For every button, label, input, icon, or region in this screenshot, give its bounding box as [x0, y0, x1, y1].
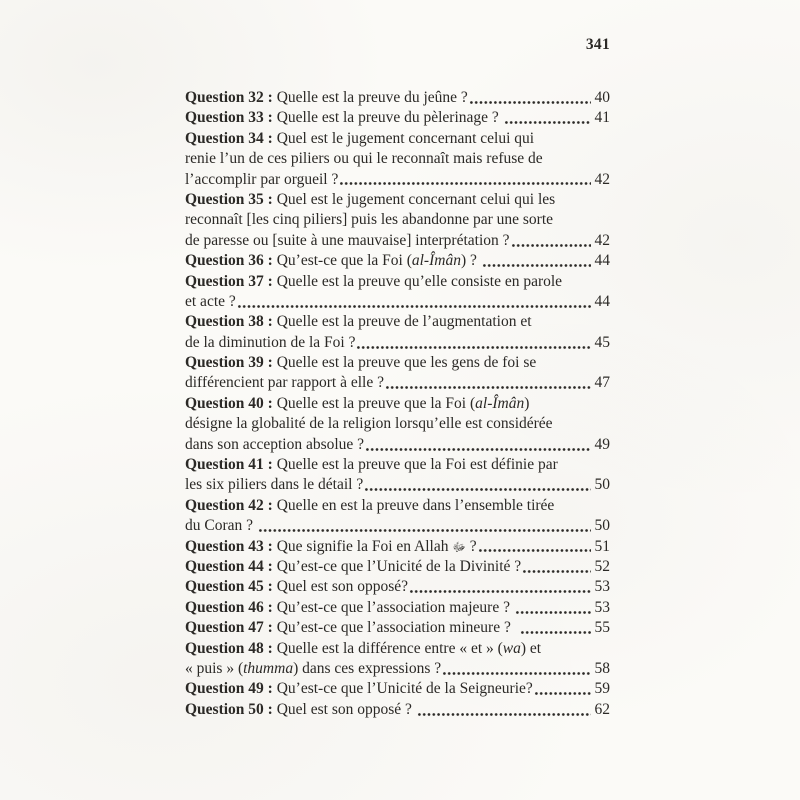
page-ref: 53 [594, 598, 610, 616]
question-label: Question 39 : [185, 354, 273, 372]
entry-text: Quel est son opposé ? [272, 700, 416, 718]
entry-text: ? [465, 537, 477, 555]
entry-text: de paresse ou [suite à une mauvaise] interprétation ? [185, 231, 510, 249]
toc-line-text [185, 516, 257, 536]
toc-line-text [185, 394, 529, 414]
toc-line [185, 537, 610, 557]
entry-text: et acte ? [185, 292, 236, 310]
entry-text: Quelle est la preuve du jeûne ? [272, 88, 468, 106]
toc-entry [185, 312, 610, 353]
toc-entry [185, 272, 610, 313]
entry-text: Quel est son opposé? [272, 578, 409, 596]
toc-line [185, 618, 610, 638]
dot-leader [385, 385, 591, 390]
toc-entry [185, 679, 610, 699]
entry-text: les six piliers dans le détail ? [185, 476, 364, 494]
toc-entry [185, 577, 610, 597]
toc-line [185, 251, 610, 271]
toc-entry [185, 353, 610, 394]
page-ref: 62 [594, 700, 610, 718]
toc-line [185, 394, 610, 414]
entry-text: différencient par rapport à elle ? [185, 374, 384, 392]
dot-leader [409, 589, 590, 594]
entry-text: Quelle est la preuve du pèlerinage ? [272, 109, 503, 127]
dot-leader [339, 181, 590, 186]
toc-line-text [185, 170, 338, 190]
page-ref: 40 [594, 88, 610, 106]
entry-text: Quelle est la preuve que les gens de foi se [272, 354, 537, 372]
toc-line-text [185, 475, 363, 495]
dot-leader [520, 630, 591, 635]
toc-entry [185, 639, 610, 680]
transliteration-term: al-Îmân [475, 394, 525, 412]
question-label: Question 32 : [185, 88, 273, 106]
toc-line-text [185, 435, 364, 455]
toc-line [185, 598, 610, 618]
toc-entry [185, 537, 610, 557]
toc-line-text [185, 679, 533, 699]
question-label: Question 38 : [185, 313, 273, 331]
toc-line-text [185, 373, 384, 393]
toc-line [185, 700, 610, 720]
page-ref: 52 [594, 557, 610, 575]
entry-text: Qu’est-ce que l’association mineure ? [272, 619, 519, 637]
toc-line [185, 292, 610, 312]
dot-leader [237, 304, 591, 309]
entry-text: Quelle est la preuve que la Foi ( [272, 394, 476, 412]
question-label: Question 41 : [185, 456, 273, 474]
toc-entry [185, 455, 610, 496]
entry-text: renie l’un de ces piliers ou qui le reconnaît mais refuse de [185, 150, 543, 168]
entry-text: l’accomplir par orgueil ? [185, 170, 339, 188]
dot-leader [469, 100, 591, 105]
dot-leader [442, 671, 590, 676]
dot-leader [365, 447, 590, 452]
page-ref: 50 [594, 517, 610, 535]
entry-text: Quelle est la preuve que la Foi est définie par [272, 456, 558, 474]
entry-text: Quelle est la preuve de l’augmentation et [272, 313, 532, 331]
dot-leader [356, 345, 590, 350]
toc-line-text [185, 557, 521, 577]
question-label: Question 48 : [185, 639, 273, 657]
question-label: Question 45 : [185, 578, 273, 596]
toc-line [185, 679, 610, 699]
toc-line [185, 312, 610, 332]
entry-text: dans son acception absolue ? [185, 435, 365, 453]
dot-leader [478, 548, 591, 553]
toc-line-text [185, 190, 555, 210]
toc-line [185, 496, 610, 516]
toc-line [185, 455, 610, 475]
entry-text: ) [524, 394, 530, 412]
question-label: Question 50 : [185, 700, 273, 718]
toc-line-text [185, 108, 503, 128]
question-label: Question 37 : [185, 272, 273, 290]
toc-line-text [185, 312, 532, 332]
entry-text: Que signifie la Foi en Allah [272, 537, 453, 555]
toc-line-text [185, 639, 541, 659]
page-ref: 41 [594, 109, 610, 127]
dot-leader [534, 691, 591, 696]
toc-line [185, 108, 610, 128]
toc-line [185, 170, 610, 190]
entry-text: Qu’est-ce que la Foi ( [272, 252, 412, 270]
toc-line-text [185, 700, 416, 720]
entry-text: Qu’est-ce que l’Unicité de la Seigneurie? [272, 680, 533, 698]
toc-entry [185, 190, 610, 251]
toc-line-text [185, 537, 477, 557]
toc-line [185, 231, 610, 251]
transliteration-term: wa [502, 639, 521, 657]
dot-leader [482, 263, 591, 268]
entry-text: Quelle est la preuve qu’elle consiste en parole [272, 272, 563, 290]
toc-line [185, 577, 610, 597]
toc-line-text [185, 251, 481, 271]
dot-leader [258, 528, 591, 533]
question-label: Question 49 : [185, 680, 273, 698]
toc-entry [185, 108, 610, 128]
toc-entry [185, 496, 610, 537]
entry-text: du Coran ? [185, 517, 257, 535]
page-ref: 49 [594, 435, 610, 453]
dot-leader [515, 610, 591, 615]
toc-line-text [185, 272, 562, 292]
question-label: Question 44 : [185, 557, 273, 575]
entry-text: ) et [520, 639, 542, 657]
page-number: 341 [585, 36, 610, 53]
toc-line-text [185, 353, 536, 373]
toc-entry [185, 251, 610, 271]
page-ref: 50 [594, 476, 610, 494]
page-ref: 44 [594, 292, 610, 310]
page-ref: 53 [594, 578, 610, 596]
question-label: Question 35 : [185, 190, 273, 208]
entry-text: ) ? [460, 252, 481, 270]
entry-text: de la diminution de la Foi ? [185, 333, 356, 351]
toc-line-text [185, 333, 355, 353]
toc-entry [185, 700, 610, 720]
entry-text: Qu’est-ce que l’association majeure ? [272, 598, 514, 616]
question-label: Question 46 : [185, 598, 273, 616]
entry-text: Quel est le jugement concernant celui qui [272, 129, 535, 147]
question-label: Question 43 : [185, 537, 273, 555]
toc-line-text [185, 659, 441, 679]
entry-text: « puis » ( [185, 659, 244, 677]
allah-honorific-icon: ﷻ [452, 539, 466, 554]
toc-line-text [185, 414, 553, 434]
question-label: Question 36 : [185, 252, 273, 270]
page-ref: 51 [594, 537, 610, 555]
entry-text: Qu’est-ce que l’Unicité de la Divinité ? [272, 557, 522, 575]
toc-entry [185, 598, 610, 618]
entry-text: désigne la globalité de la religion lorsqu’elle est considérée [185, 415, 553, 433]
toc [185, 88, 610, 720]
toc-line [185, 149, 610, 169]
entry-text: Quel est le jugement concernant celui qui les [272, 190, 556, 208]
toc-entry [185, 88, 610, 108]
toc-entry [185, 394, 610, 455]
question-label: Question 40 : [185, 394, 273, 412]
toc-entry [185, 129, 610, 190]
toc-line [185, 414, 610, 434]
toc-line [185, 333, 610, 353]
dot-leader [522, 569, 590, 574]
page-ref: 45 [594, 333, 610, 351]
question-label: Question 47 : [185, 619, 273, 637]
page-ref: 44 [594, 252, 610, 270]
toc-line-text [185, 455, 558, 475]
entry-text: ) dans ces expressions ? [293, 659, 442, 677]
toc-line-text [185, 292, 236, 312]
toc-line-text [185, 129, 534, 149]
toc-line [185, 557, 610, 577]
transliteration-term: al-Îmân [411, 252, 461, 270]
page-ref: 55 [594, 619, 610, 637]
toc-line [185, 435, 610, 455]
toc-line-text [185, 496, 554, 516]
toc-line [185, 475, 610, 495]
page-ref: 58 [594, 659, 610, 677]
toc-entry [185, 557, 610, 577]
question-label: Question 34 : [185, 129, 273, 147]
page-ref: 59 [594, 680, 610, 698]
dot-leader [511, 243, 591, 248]
transliteration-term: thumma [243, 659, 294, 677]
question-label: Question 33 : [185, 109, 273, 127]
dot-leader [364, 487, 590, 492]
toc-line [185, 516, 610, 536]
toc-line [185, 659, 610, 679]
toc-line [185, 88, 610, 108]
toc-entry [185, 618, 610, 638]
toc-line [185, 639, 610, 659]
page-ref: 42 [594, 170, 610, 188]
question-label: Question 42 : [185, 496, 273, 514]
toc-line [185, 190, 610, 210]
toc-line [185, 129, 610, 149]
toc-line [185, 373, 610, 393]
page-ref: 42 [594, 231, 610, 249]
toc-line-text [185, 88, 468, 108]
toc-line-text [185, 210, 553, 230]
toc-line-text [185, 598, 514, 618]
toc-line-text [185, 618, 519, 638]
entry-text: reconnaît [les cinq piliers] puis les abandonne par une sorte [185, 211, 554, 229]
page-ref: 47 [594, 374, 610, 392]
toc-line [185, 272, 610, 292]
toc-line-text [185, 149, 543, 169]
dot-leader [504, 120, 591, 125]
entry-text: Quelle en est la preuve dans l’ensemble tirée [272, 496, 555, 514]
entry-text: Quelle est la différence entre « et » ( [272, 639, 503, 657]
toc-line [185, 353, 610, 373]
toc-line-text [185, 231, 510, 251]
dot-leader [417, 712, 591, 717]
toc-line [185, 210, 610, 230]
toc-line-text [185, 577, 408, 597]
